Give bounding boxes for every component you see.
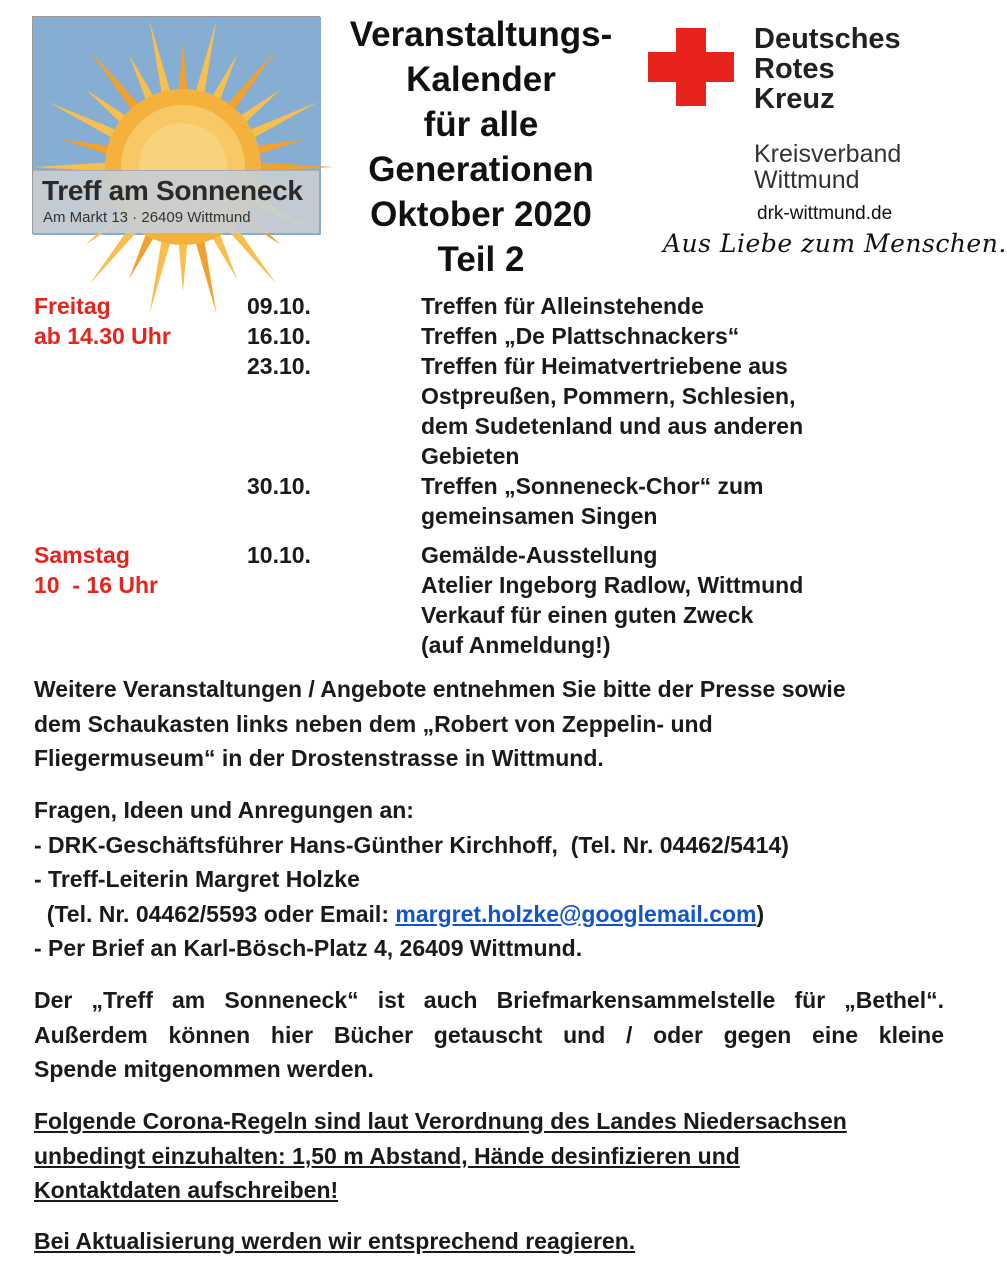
saturday-events <box>421 540 941 660</box>
event-title: Gebieten <box>421 443 520 469</box>
red-cross-icon <box>648 28 734 106</box>
paragraph-line: Der „Treff am Sonneneck“ ist auch Briefmarkensammelstelle für „Bethel“. <box>34 987 944 1013</box>
drk-slogan: Aus Liebe zum Menschen. <box>663 229 1007 258</box>
sun-ray <box>178 237 188 292</box>
contact-intro: Fragen, Ideen und Anregungen an: <box>34 797 414 823</box>
paragraph-line: Spende mitgenommen werden. <box>34 1056 374 1082</box>
treff-logo <box>32 16 320 234</box>
friday-label <box>34 291 171 351</box>
event-date: 16.10. <box>247 323 311 349</box>
day-name: Samstag <box>34 542 130 568</box>
title-line: Oktober 2020 <box>370 195 592 234</box>
title-line: für alle <box>423 105 539 144</box>
drk-kreis-line: Kreisverband <box>754 140 902 168</box>
event-date: 10.10. <box>247 542 311 568</box>
paragraph-line: Fliegermuseum“ in der Drostenstrasse in Wittmund. <box>34 745 604 771</box>
email-link[interactable]: margret.holzke@googlemail.com <box>395 900 757 927</box>
friday-dates <box>247 291 311 501</box>
event-title: (auf Anmeldung!) <box>421 632 611 658</box>
sun-ray <box>194 234 217 313</box>
event-title: Treffen für Heimatvertriebene aus <box>421 353 788 379</box>
paragraph-line: Kontaktdaten aufschreiben! <box>34 1177 339 1203</box>
contact-line-suffix: ) <box>756 900 765 927</box>
drk-name-line: Deutsches <box>754 23 901 55</box>
logo-address: Am Markt 13 · 26409 Wittmund <box>43 209 251 226</box>
event-date: 09.10. <box>247 293 311 319</box>
contact-line-prefix: (Tel. Nr. 04462/5593 oder Email: <box>34 900 396 927</box>
event-title: Atelier Ingeborg Radlow, Wittmund <box>421 572 804 598</box>
event-title: dem Sudetenland und aus anderen <box>421 413 804 439</box>
drk-name-line: Rotes <box>754 53 835 85</box>
title-line: Generationen <box>368 150 594 189</box>
logo-name: Treff am Sonneneck <box>42 175 303 206</box>
title-line: Veranstaltungs- <box>349 15 613 54</box>
corona-rules-paragraph <box>34 1104 944 1208</box>
event-date: 30.10. <box>247 473 311 499</box>
paragraph-line: unbedingt einzuhalten: 1,50 m Abstand, Hände desinfizieren und <box>34 1142 740 1169</box>
update-note: Bei Aktualisierung werden wir entsprechend reagieren. <box>34 1228 636 1254</box>
drk-name-line: Kreuz <box>754 83 835 115</box>
event-title: Treffen für Alleinstehende <box>421 293 704 319</box>
drk-kreis-line: Wittmund <box>754 166 860 194</box>
day-name: Freitag <box>34 293 111 319</box>
contact-line-email <box>34 897 944 932</box>
event-date: 23.10. <box>247 353 311 379</box>
further-events-paragraph <box>34 672 944 776</box>
saturday-dates <box>247 540 311 570</box>
event-title: gemeinsamen Singen <box>421 503 658 529</box>
day-time: 10 - 16 Uhr <box>34 572 158 598</box>
contact-line: - Treff-Leiterin Margret Holzke <box>34 866 360 892</box>
paragraph-line: dem Schaukasten links neben dem „Robert von Zeppelin- und <box>34 710 713 737</box>
logo-caption <box>33 170 319 233</box>
stamps-paragraph <box>34 983 944 1087</box>
event-title: Ostpreußen, Pommern, Schlesien, <box>421 383 796 409</box>
drk-kreisverband <box>754 141 901 193</box>
event-title: Gemälde-Ausstellung <box>421 542 658 568</box>
paragraph-line: Außerdem können hier Bücher getauscht und / oder gegen eine kleine <box>34 1021 944 1048</box>
title-line: Kalender <box>406 60 556 99</box>
friday-events <box>421 291 941 531</box>
saturday-label <box>34 540 158 600</box>
title-line: Teil 2 <box>437 240 525 279</box>
drk-name <box>754 24 901 114</box>
event-title: Verkauf für einen guten Zweck <box>421 602 754 628</box>
contact-paragraph <box>34 793 944 966</box>
paragraph-line: Weitere Veranstaltungen / Angebote entnehmen Sie bitte der Presse sowie <box>34 676 846 702</box>
contact-line: - DRK-Geschäftsführer Hans-Günther Kirchhoff, (Tel. Nr. 04462/5414) <box>34 831 789 858</box>
event-title: Treffen „De Plattschnackers“ <box>421 323 740 349</box>
page-title <box>322 12 640 282</box>
day-time: ab 14.30 Uhr <box>34 323 171 349</box>
paragraph-line: Folgende Corona-Regeln sind laut Verordnung des Landes Niedersachsen <box>34 1108 847 1134</box>
drk-website: drk-wittmund.de <box>757 203 893 224</box>
event-title: Treffen „Sonneneck-Chor“ zum <box>421 473 764 499</box>
contact-line: - Per Brief an Karl-Bösch-Platz 4, 26409 Wittmund. <box>34 935 583 961</box>
